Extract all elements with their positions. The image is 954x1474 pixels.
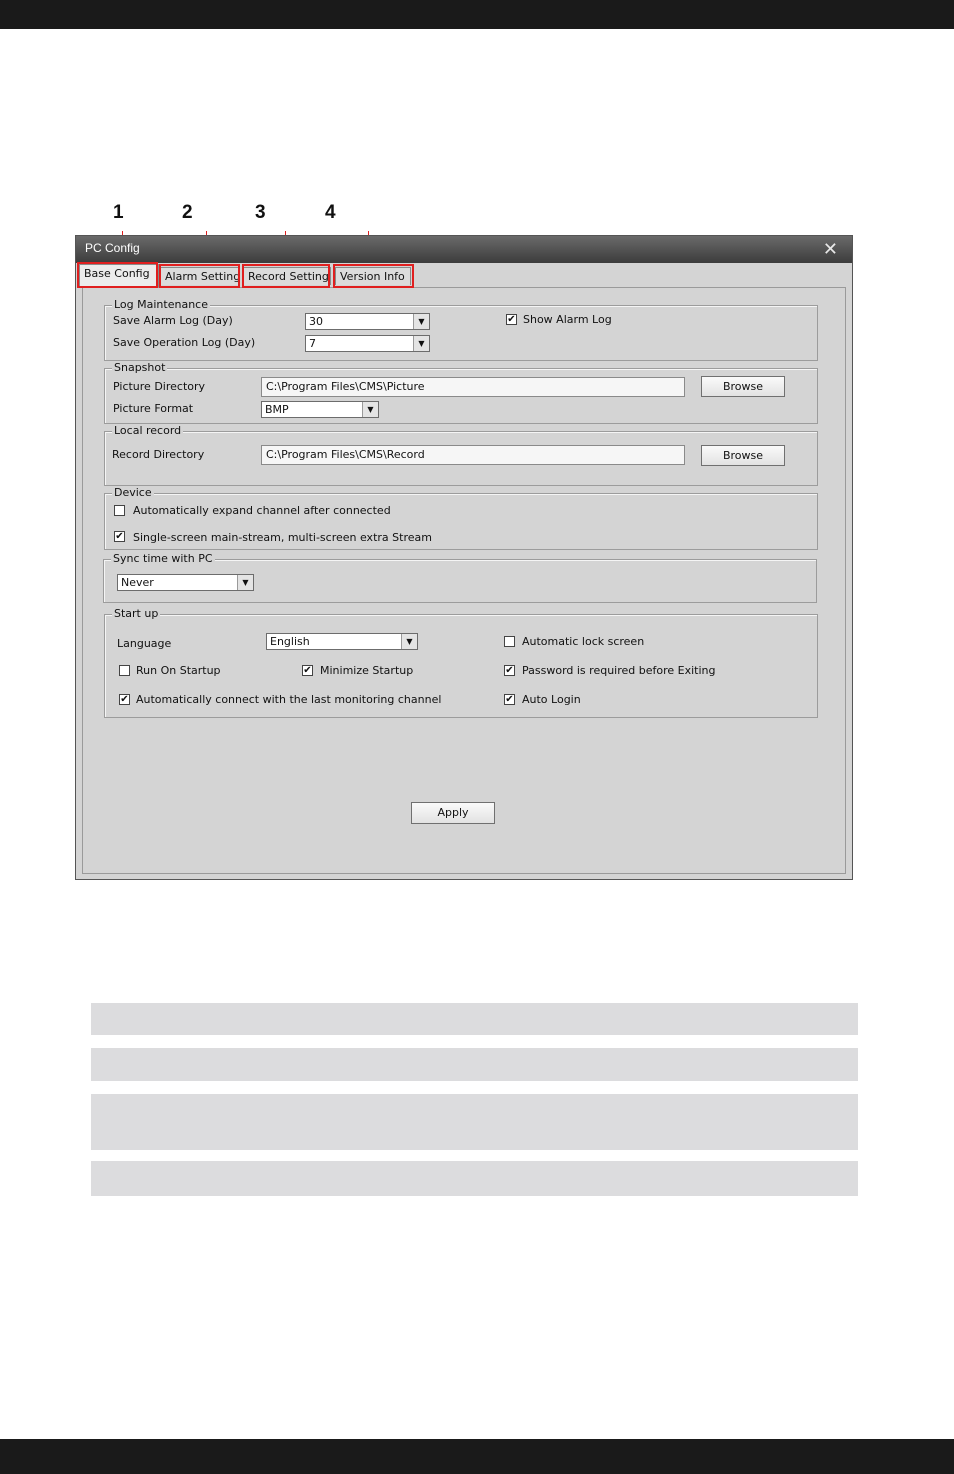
group-title: Local record [114, 424, 182, 437]
annotation-box-tab-4 [333, 264, 414, 288]
alarm-log-select[interactable] [305, 313, 430, 330]
annotation-number-3: 3 [255, 202, 266, 223]
auto-connect-checkbox[interactable]: ✔ [120, 694, 129, 705]
auto-lock-label: Automatic lock screen [522, 635, 645, 648]
minimize-startup-label: Minimize Startup [320, 664, 414, 677]
apply-button[interactable]: Apply [411, 802, 495, 824]
password-exit-checkbox[interactable]: ✔ [505, 665, 514, 676]
shaded-row [91, 1094, 858, 1150]
language-label: Language [117, 637, 172, 650]
sync-time-select[interactable] [117, 574, 254, 591]
picture-directory-input[interactable]: C:\Program Files\CMS\Picture [261, 377, 685, 397]
picture-directory-label: Picture Directory [113, 380, 206, 393]
close-icon[interactable]: ✕ [822, 239, 838, 260]
auto-login-label: Auto Login [522, 693, 581, 706]
selected-value: 7 [309, 337, 316, 350]
shaded-row [91, 1161, 858, 1196]
minimize-startup-checkbox[interactable]: ✔ [303, 665, 312, 676]
chevron-down-icon[interactable]: ▼ [362, 402, 378, 417]
tab-label: Version Info [340, 270, 405, 283]
base-config-panel [82, 287, 846, 874]
language-select[interactable] [266, 633, 418, 650]
record-directory-input[interactable]: C:\Program Files\CMS\Record [261, 445, 685, 465]
alarm-log-label: Save Alarm Log (Day) [113, 314, 233, 327]
device-group [104, 486, 818, 550]
tab-label: Base Config [84, 267, 150, 280]
shaded-row [91, 1048, 858, 1081]
stream-label: Single-screen main-stream, multi-screen extra Stream [133, 531, 432, 544]
annotation-number-4: 4 [325, 202, 336, 223]
picture-format-select[interactable] [261, 401, 379, 418]
annotation-box-tab-3 [242, 264, 330, 288]
annotation-number-1: 1 [113, 202, 124, 223]
auto-expand-checkbox[interactable] [114, 505, 125, 516]
record-directory-label: Record Directory [112, 448, 205, 461]
group-title: Snapshot [114, 361, 166, 374]
pc-config-window [75, 235, 853, 880]
chevron-down-icon[interactable]: ▼ [237, 575, 253, 590]
group-title: Device [114, 486, 152, 499]
tab-label: Alarm Setting [165, 270, 241, 283]
record-browse-button[interactable]: Browse [701, 445, 785, 466]
startup-group [104, 607, 818, 718]
top-bar [0, 0, 954, 29]
group-title: Sync time with PC [113, 552, 213, 565]
stream-checkbox[interactable]: ✔ [115, 531, 124, 542]
sync-time-group [103, 552, 817, 603]
show-alarm-log-label: Show Alarm Log [523, 313, 612, 326]
picture-browse-button[interactable]: Browse [701, 376, 785, 397]
annotation-box-tab-1 [77, 262, 158, 288]
snapshot-group [104, 361, 818, 424]
annotation-number-2: 2 [182, 202, 193, 223]
picture-format-label: Picture Format [113, 402, 194, 415]
bottom-bar [0, 1439, 954, 1474]
selected-value: English [270, 635, 310, 648]
chevron-down-icon[interactable]: ▼ [413, 336, 429, 351]
auto-connect-label: Automatically connect with the last monitoring channel [136, 693, 442, 706]
local-record-group [104, 424, 818, 486]
chevron-down-icon[interactable]: ▼ [401, 634, 417, 649]
group-title: Log Maintenance [114, 298, 208, 311]
auto-login-checkbox[interactable]: ✔ [505, 694, 514, 705]
selected-value: 30 [309, 315, 323, 328]
auto-lock-checkbox[interactable] [504, 636, 515, 647]
annotation-box-tab-2 [159, 264, 240, 288]
window-titlebar[interactable] [76, 236, 852, 263]
auto-expand-label: Automatically expand channel after connected [133, 504, 391, 517]
password-exit-label: Password is required before Exiting [522, 664, 716, 677]
operation-log-select[interactable] [305, 335, 430, 352]
log-maintenance-group [104, 298, 818, 361]
run-on-startup-label: Run On Startup [136, 664, 221, 677]
selected-value: Never [121, 576, 154, 589]
tab-label: Record Setting [248, 270, 329, 283]
shaded-row [91, 1003, 858, 1035]
window-title: PC Config [85, 241, 140, 255]
chevron-down-icon[interactable]: ▼ [413, 314, 429, 329]
selected-value: BMP [265, 403, 289, 416]
operation-log-label: Save Operation Log (Day) [113, 336, 256, 349]
run-on-startup-checkbox[interactable] [119, 665, 130, 676]
show-alarm-log-checkbox[interactable]: ✔ [507, 314, 516, 325]
group-title: Start up [114, 607, 159, 620]
